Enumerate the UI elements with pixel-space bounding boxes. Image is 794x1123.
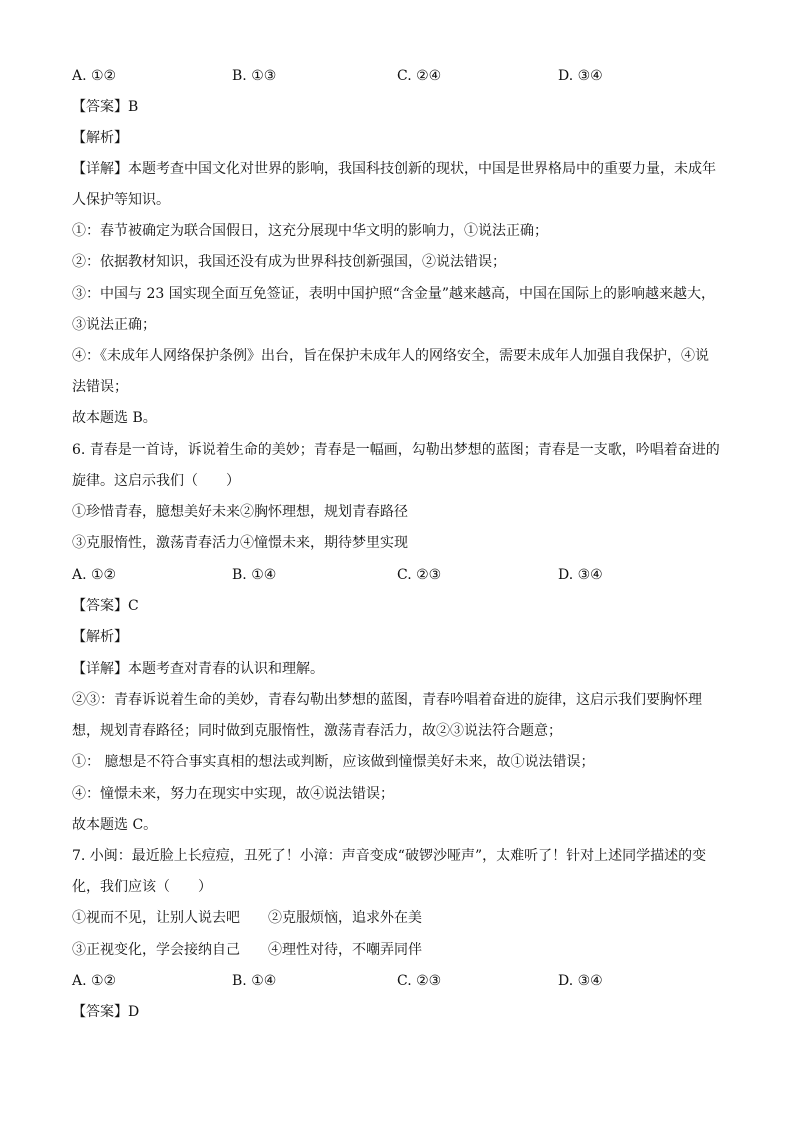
q7-option-a: A. ①② xyxy=(72,973,117,989)
q7-answer: 【答案】D xyxy=(72,1004,140,1020)
q6-analysis-label: 【解析】 xyxy=(72,629,128,645)
q6-option-d: D. ③④ xyxy=(558,567,603,583)
q5-option-a: A. ①② xyxy=(72,68,117,84)
q5-point-1: ①：春节被确定为联合国假日，这充分展现中华文明的影响力，①说法正确； xyxy=(72,223,548,239)
q5-conclusion: 故本题选 B。 xyxy=(72,410,157,426)
q5-point-4-line-2: 法错误； xyxy=(72,379,128,395)
q6-stem-line-1: 6. 青春是一首诗，诉说着生命的美妙；青春是一幅画，勾勒出梦想的蓝图；青春是一支歌，吟唱着奋进的 xyxy=(72,442,720,458)
q5-point-2: ②：依据教材知识，我国还没有成为世界科技创新强国，②说法错误； xyxy=(72,254,506,270)
q7-option-d: D. ③④ xyxy=(558,973,603,989)
q5-option-d: D. ③④ xyxy=(558,68,603,84)
q7-option-b: B. ①④ xyxy=(232,973,277,989)
q7-stem-line-1: 7. 小闽：最近脸上长痘痘，丑死了！小漳：声音变成“破锣沙哑声”，太难听了！针对上述同学描述的变 xyxy=(72,848,707,864)
q6-option-a: A. ①② xyxy=(72,567,117,583)
q5-detail-line-2: 人保护等知识。 xyxy=(72,192,170,208)
q5-answer: 【答案】B xyxy=(72,99,139,115)
q6-stem-line-2: 旋律。这启示我们（ ） xyxy=(72,473,240,489)
q5-option-b: B. ①③ xyxy=(232,68,277,84)
q7-option-c: C. ②③ xyxy=(397,973,442,989)
q5-detail-line-1: 【详解】本题考查中国文化对世界的影响，我国科技创新的现状，中国是世界格局中的重要力量，未成年 xyxy=(72,161,716,177)
q6-conclusion: 故本题选 C。 xyxy=(72,817,158,833)
q5-analysis-label: 【解析】 xyxy=(72,130,128,146)
q6-choices-line-2: ③克服惰性，激荡青春活力④憧憬未来，期待梦里实现 xyxy=(72,535,408,551)
q7-choices-line-1: ①视而不见，让别人说去吧 ②克服烦恼，追求外在美 xyxy=(72,910,422,926)
q6-point-1-line-1: ②③：青春诉说着生命的美妙，青春勾勒出梦想的蓝图，青春吟唱着奋进的旋律，这启示我们要胸怀理 xyxy=(72,692,702,708)
q5-point-3-line-2: ③说法正确； xyxy=(72,317,156,333)
q6-detail: 【详解】本题考查对青春的认识和理解。 xyxy=(72,661,324,677)
q7-choices-line-2: ③正视变化，学会接纳自己 ④理性对待，不嘲弄同伴 xyxy=(72,942,422,958)
q6-option-c: C. ②③ xyxy=(397,567,442,583)
q5-option-c: C. ②④ xyxy=(397,68,442,84)
q6-option-b: B. ①④ xyxy=(232,567,277,583)
q5-point-4-line-1: ④：《未成年人网络保护条例》出台，旨在保护未成年人的网络安全，需要未成年人加强自我保护，④说 xyxy=(72,348,709,364)
q7-stem-line-2: 化，我们应该（ ） xyxy=(72,879,212,895)
q5-point-3-line-1: ③：中国与 23 国实现全面互免签证，表明中国护照“含金量”越来越高，中国在国际上的影响越来越大， xyxy=(72,286,716,302)
q6-answer: 【答案】C xyxy=(72,598,139,614)
q6-point-1-line-2: 想，规划青春路径；同时做到克服惰性，激荡青春活力，故②③说法符合题意； xyxy=(72,723,562,739)
q6-choices-line-1: ①珍惜青春，臆想美好未来②胸怀理想，规划青春路径 xyxy=(72,504,408,520)
q6-point-3: ④：憧憬未来，努力在现实中实现，故④说法错误； xyxy=(72,786,394,802)
q6-point-2: ①： 臆想是不符合事实真相的想法或判断，应该做到憧憬美好未来，故①说法错误； xyxy=(72,754,595,770)
